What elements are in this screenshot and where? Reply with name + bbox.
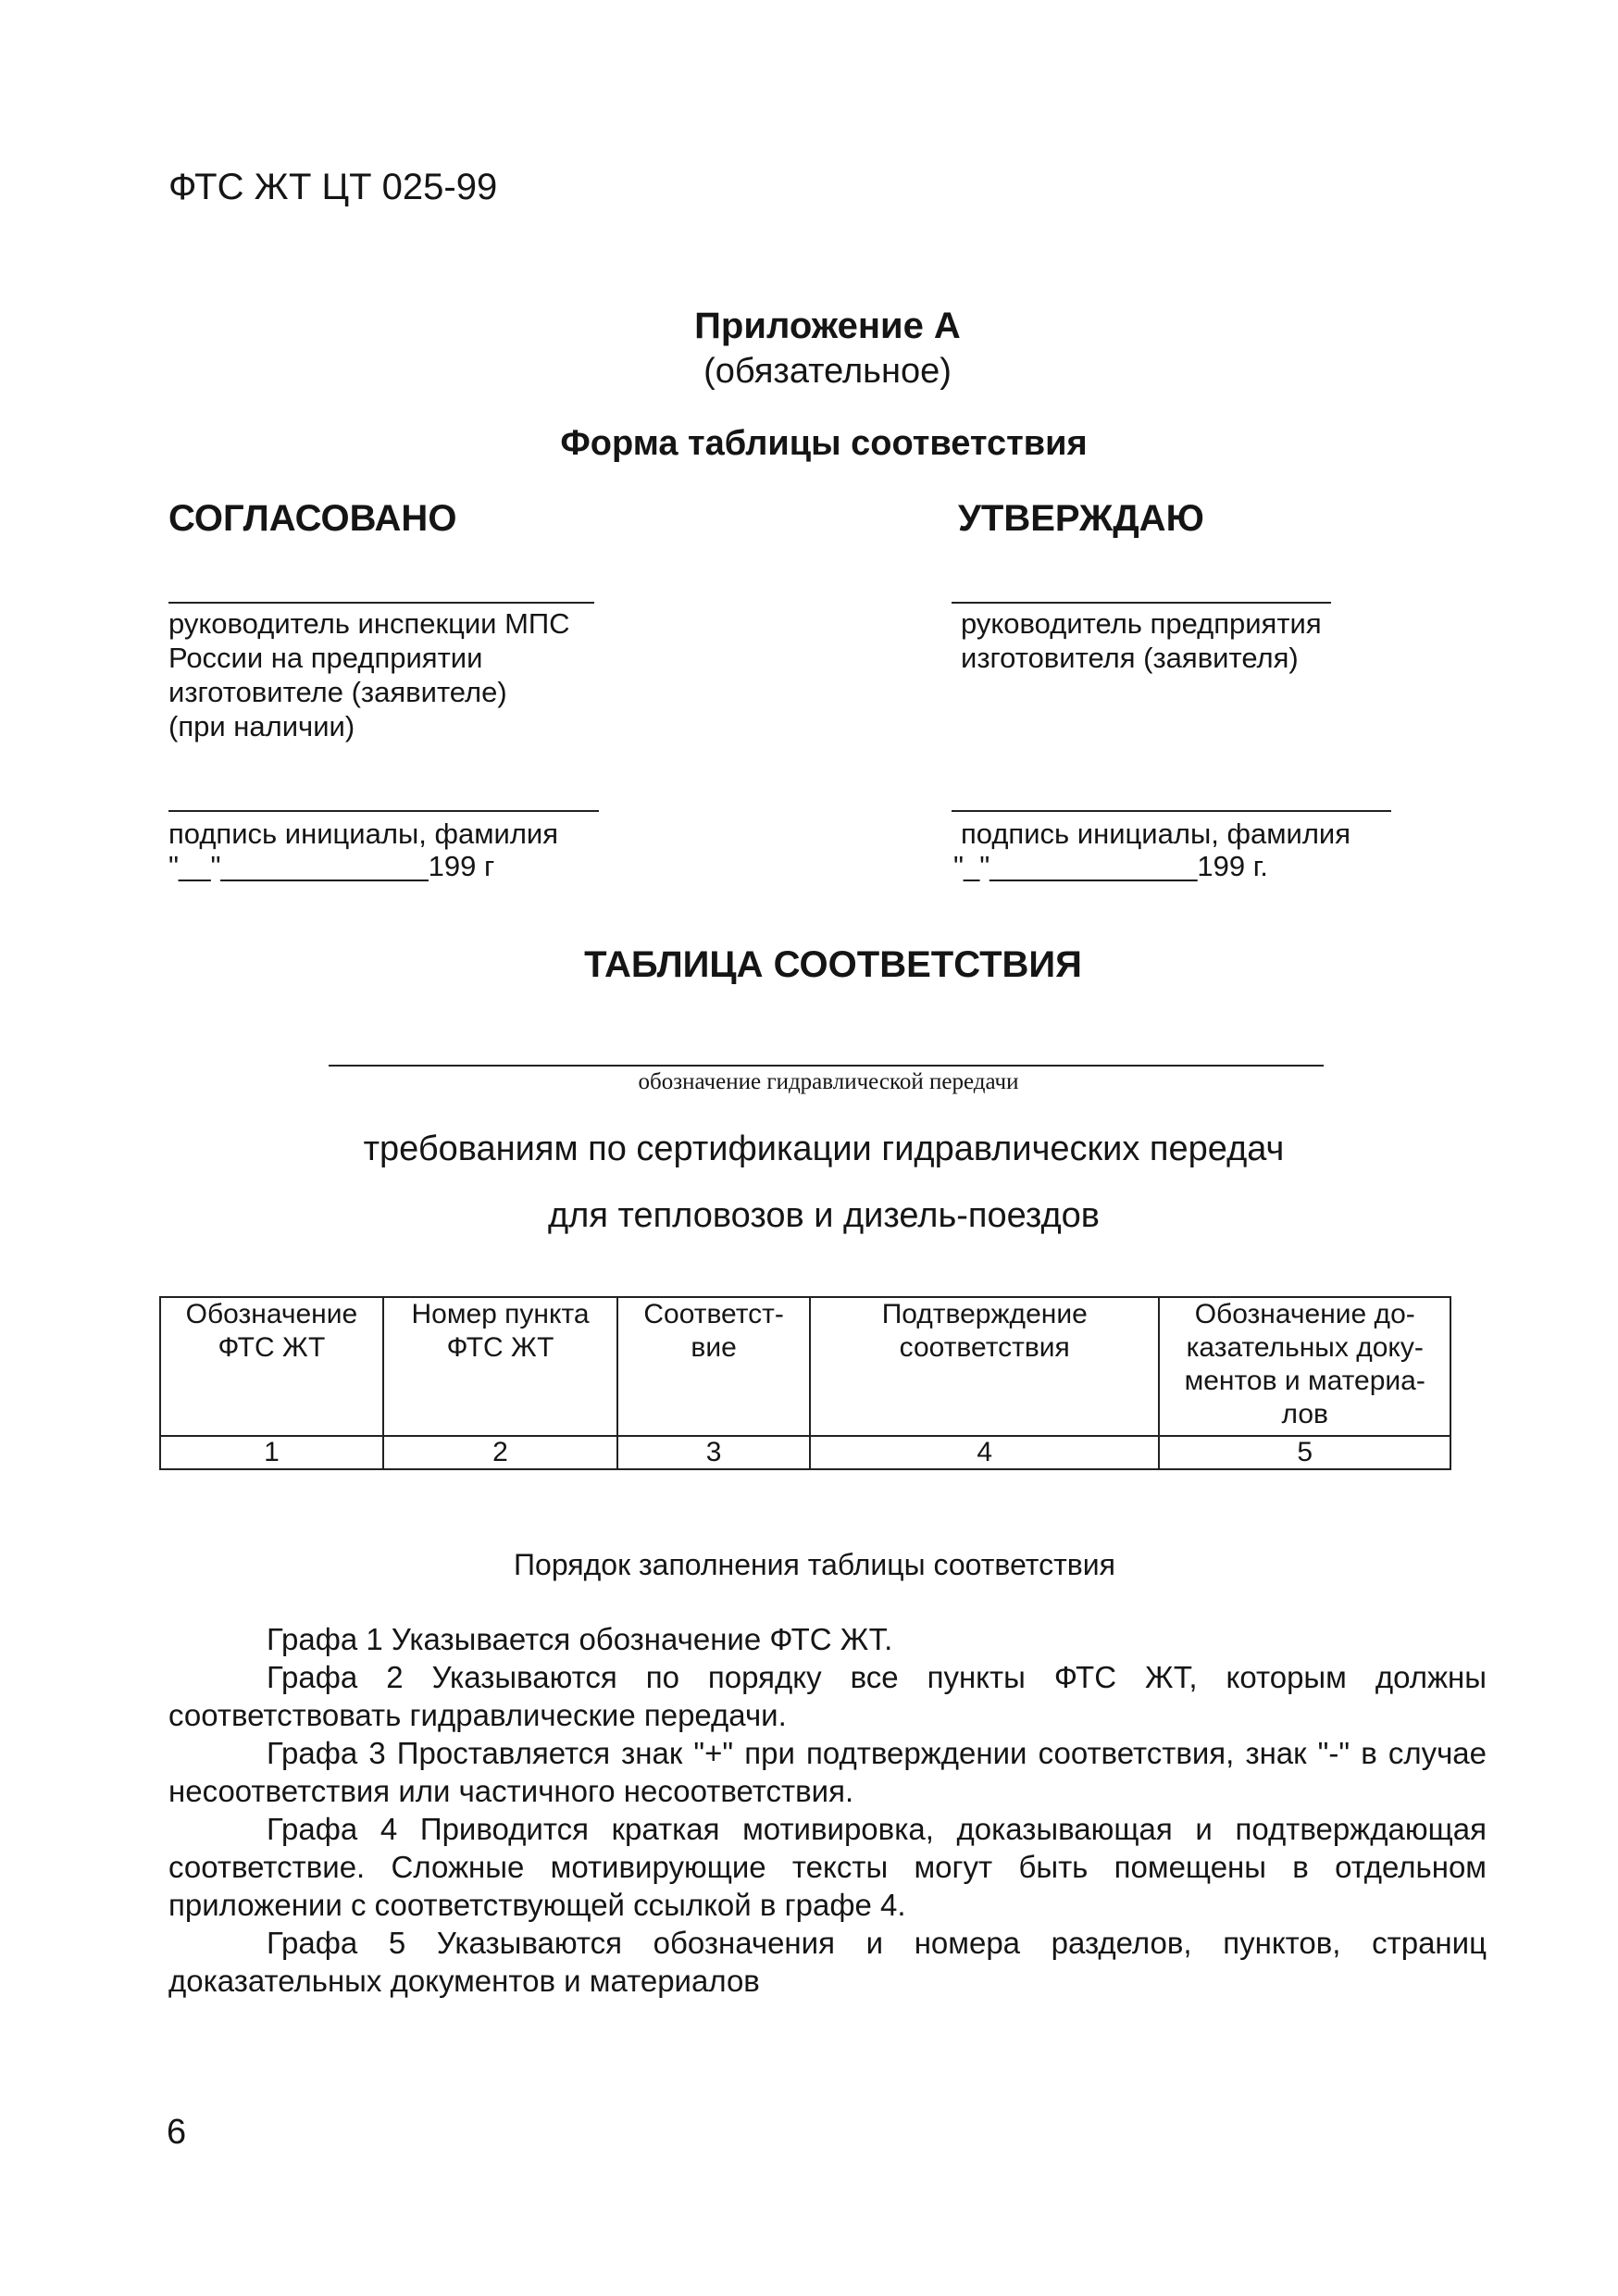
instruction-item: Графа 4 Приводится краткая мотивировка, доказывающая и подтверждающая соответствие. Сложные мотивирующие тексты могут быть помещены в отдельном приложении с соответствующей ссылкой в графе 4. [168, 1812, 1487, 1922]
designation-caption: обозначение гидравлической передачи [638, 1069, 1019, 1094]
instruction-item: Графа 3 Проставляется знак "+" при подтверждении соответствия, знак "-" в случае несоответствия или частичного несоответствия. [168, 1736, 1487, 1808]
right-date-line: "_"_____________199 г. [953, 850, 1268, 882]
form-title: Форма таблицы соответствия [560, 424, 1088, 463]
column-number: 3 [617, 1436, 810, 1469]
header-cell: Номер пункта ФТС ЖТ [383, 1297, 617, 1436]
requirements-line-2: для тепловозов и дизель-поездов [547, 1196, 1100, 1235]
instruction-item: Графа 5 Указываются обозначения и номера разделов, пунктов, страниц доказательных документов и материалов [168, 1926, 1487, 1998]
appendix-subtitle: (обязательное) [703, 352, 952, 391]
page-number: 6 [167, 2113, 187, 2152]
left-signature-line [168, 810, 599, 812]
fill-order-title: Порядок заполнения таблицы соответствия [514, 1548, 1115, 1581]
table-header-row [160, 1297, 1450, 1436]
right-position-caption: руководитель предприятия изготовителя (заявителя) [961, 607, 1322, 674]
header-cell: Подтверждение соответствия [810, 1297, 1159, 1436]
compliance-table [159, 1296, 1451, 1470]
column-number: 4 [810, 1436, 1159, 1469]
left-position-caption: руководитель инспекции МПС России на предприятии изготовителе (заявителе) (при наличии) [168, 607, 570, 742]
designation-line [329, 1065, 1324, 1067]
header-cell: Соответст-вие [617, 1297, 810, 1436]
instructions [168, 1620, 1487, 2000]
agreed-heading: СОГЛАСОВАНО [168, 498, 457, 539]
left-signature-caption: подпись инициалы, фамилия [168, 817, 559, 850]
requirements-line-1: требованиям по сертификации гидравлических передач [363, 1129, 1285, 1168]
right-signature-line [952, 810, 1391, 812]
right-position-line [952, 602, 1331, 604]
column-number: 5 [1159, 1436, 1450, 1469]
instruction-item: Графа 2 Указываются по порядку все пункты ФТС ЖТ, которым должны соответствовать гидравлические передачи. [168, 1660, 1487, 1732]
header-cell: Обозначение до-казательных доку-ментов и материа-лов [1159, 1297, 1450, 1436]
column-number: 1 [160, 1436, 383, 1469]
column-number: 2 [383, 1436, 617, 1469]
compliance-table-title: ТАБЛИЦА СООТВЕТСТВИЯ [584, 944, 1082, 985]
document-code: ФТС ЖТ ЦТ 025-99 [168, 167, 498, 207]
header-cell: Обозначение ФТС ЖТ [160, 1297, 383, 1436]
left-date-line: "__"_____________199 г [168, 850, 495, 882]
table-number-row [160, 1436, 1450, 1469]
appendix-title: Приложение А [694, 306, 961, 346]
approve-heading: УТВЕРЖДАЮ [958, 498, 1204, 539]
left-position-line [168, 602, 594, 604]
instruction-item: Графа 1 Указывается обозначение ФТС ЖТ. [267, 1622, 893, 1656]
right-signature-caption: подпись инициалы, фамилия [961, 817, 1351, 850]
